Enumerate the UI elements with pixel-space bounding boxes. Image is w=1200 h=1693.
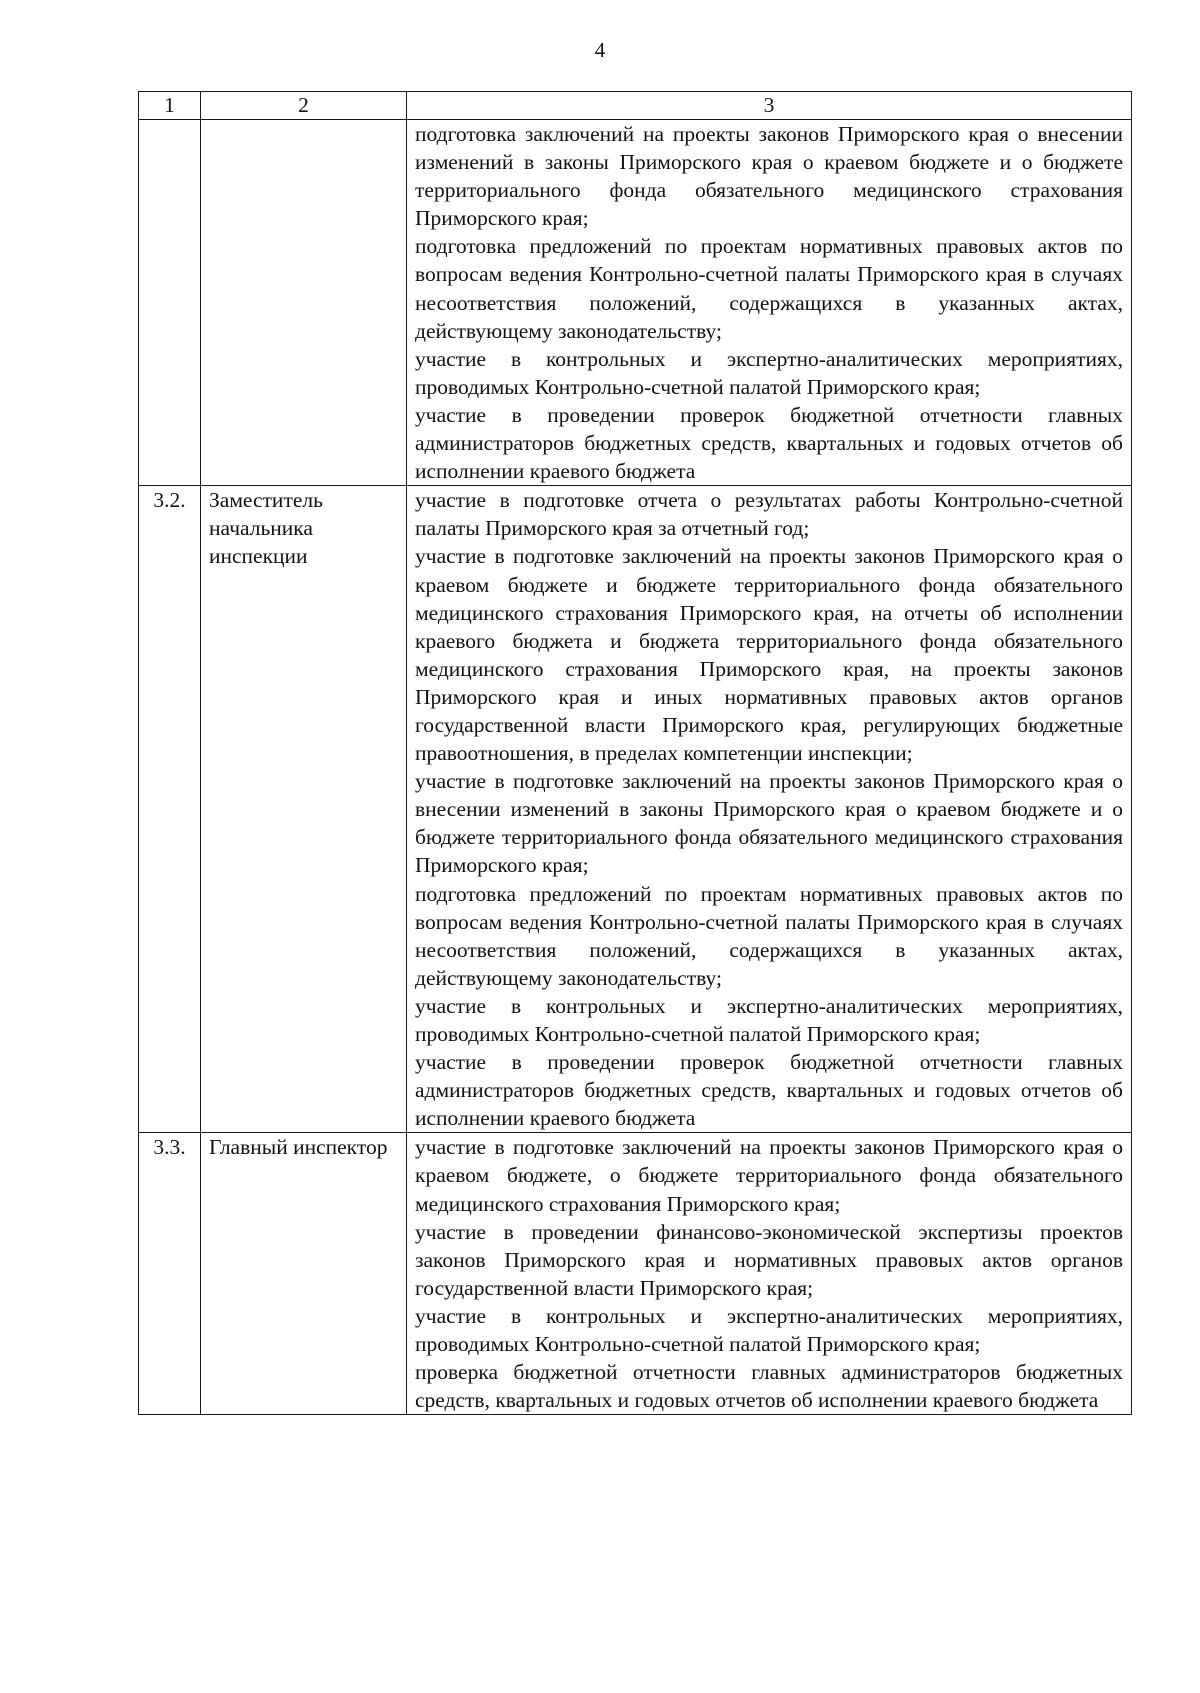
position-title: Главный инспектор bbox=[201, 1133, 407, 1415]
duties-cell bbox=[407, 120, 1132, 486]
duty-item: участие в контрольных и экспертно-аналитических мероприятиях, проводимых Контрольно-счетной палатой Приморского края; bbox=[415, 346, 1123, 399]
duty-item: проверка бюджетной отчетности главных администраторов бюджетных средств, квартальных и годовых отчетов об исполнении краевого бюджета bbox=[415, 1360, 1123, 1413]
row-number: 3.2. bbox=[139, 486, 201, 1133]
duty-item: участие в проведении финансово-экономической экспертизы проектов законов Приморского края и нормативных правовых актов органов государственной власти Приморского края; bbox=[415, 1219, 1123, 1300]
duty-item: участие в проведении проверок бюджетной отчетности главных администраторов бюджетных средств, квартальных и годовых отчетов об исполнении краевого бюджета bbox=[415, 1050, 1123, 1131]
duty-item: участие в подготовке заключений на проекты законов Приморского края о краевом бюджете, о бюджете территориального фонда обязательного медицинского страхования Приморского края; bbox=[415, 1135, 1123, 1216]
column-header-number: 1 bbox=[139, 92, 201, 120]
position-title: Заместитель начальника инспекции bbox=[201, 486, 407, 1133]
duty-item: участие в контрольных и экспертно-аналитических мероприятиях, проводимых Контрольно-счетной палатой Приморского края; bbox=[415, 1303, 1123, 1357]
duty-item: участие в подготовке отчета о результатах работы Контрольно-счетной палаты Приморского края за отчетный год; bbox=[415, 488, 1123, 541]
duty-item: участие в подготовке заключений на проекты законов Приморского края о внесении изменений в законы Приморского края о краевом бюджете и о бюджете территориального фонда обязательного медицинского страхования Приморского края; bbox=[415, 769, 1123, 878]
column-header-duties: 3 bbox=[407, 92, 1132, 120]
table-header-row bbox=[139, 92, 1132, 120]
duty-item: подготовка предложений по проектам нормативных правовых актов по вопросам ведения Контрольно-счетной палаты Приморского края в случаях несоответствия положений, содержащихся в указанных актах, действующему законодательству; bbox=[415, 234, 1123, 343]
duties-cell bbox=[407, 1133, 1132, 1415]
duty-item: подготовка заключений на проекты законов Приморского края о внесении изменений в законы Приморского края о краевом бюджете и о бюджете территориального фонда обязательного медицинского страхования Приморского края; bbox=[415, 122, 1123, 231]
duty-item: подготовка предложений по проектам нормативных правовых актов по вопросам ведения Контрольно-счетной палаты Приморского края в случаях несоответствия положений, содержащихся в указанных актах, действующему законодательству; bbox=[415, 881, 1123, 990]
table-row bbox=[139, 120, 1132, 486]
duty-item: участие в подготовке заключений на проекты законов Приморского края о краевом бюджете и бюджете территориального фонда обязательного медицинского страхования Приморского края, на отчеты об исполнении краевого бюджета и бюджета территориального фонда обязательного медицинского страхования Приморского края, на проекты законов Приморского края и иных нормативных правовых актов органов государственной власти Приморского края, регулирующих бюджетные правоотношения, в пределах компетенции инспекции; bbox=[415, 544, 1123, 766]
duty-item: участие в контрольных и экспертно-аналитических мероприятиях, проводимых Контрольно-счетной палатой Приморского края; bbox=[415, 993, 1123, 1046]
position-title bbox=[201, 120, 407, 486]
duties-cell bbox=[407, 486, 1132, 1133]
duties-table bbox=[138, 91, 1132, 1415]
column-header-position: 2 bbox=[201, 92, 407, 120]
page-number: 4 bbox=[594, 38, 606, 62]
table-row bbox=[139, 486, 1132, 1133]
duty-item: участие в проведении проверок бюджетной отчетности главных администраторов бюджетных средств, квартальных и годовых отчетов об исполнении краевого бюджета bbox=[415, 402, 1123, 484]
table-row bbox=[139, 1133, 1132, 1415]
row-number bbox=[139, 120, 201, 486]
row-number: 3.3. bbox=[139, 1133, 201, 1415]
